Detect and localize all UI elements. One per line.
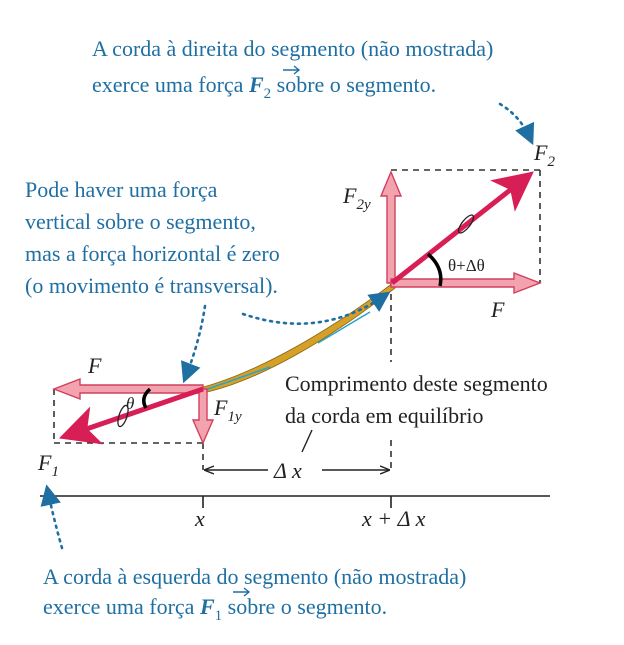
delta-x-label: Δ x — [274, 458, 302, 483]
bottom-note-leader-arrow — [48, 492, 62, 548]
theta-left-label: θ — [126, 394, 135, 413]
bottom-note-line2: exerce uma força $F_1$ sobre o segmento. — [43, 594, 388, 624]
theta-right-label: θ+Δθ — [448, 256, 485, 275]
F-left-label: F — [88, 353, 102, 378]
top-note-leader-arrow — [500, 104, 530, 138]
bottom-note-line1: A corda à esquerda do segmento (não mostrada) — [43, 564, 467, 589]
segment-note-line2: da corda em equilíbrio — [285, 403, 484, 428]
tangent-line-left — [205, 367, 270, 390]
tangent-line — [318, 312, 370, 343]
left-note-line1: Pode haver uma força — [25, 177, 218, 202]
F2y-label: $F_{2y}$ — [343, 183, 371, 213]
F-right-component-arrow — [391, 273, 540, 293]
F2y-component-arrow — [381, 172, 401, 283]
axis-x-dx-label: x + Δ x — [362, 506, 426, 531]
axis-x-label: x — [195, 506, 205, 531]
segment-note-pointer — [302, 430, 312, 452]
F1-force-arrow — [66, 389, 203, 436]
F1-label: $F_1$ — [38, 450, 59, 480]
left-note-line4: (o movimento é transversal). — [25, 273, 278, 298]
top-note-line2: exerce uma força $F_2$ sobre o segmento. — [92, 72, 437, 102]
F2-label: $F_2$ — [534, 140, 555, 170]
left-note-leader-arrow-down — [186, 306, 205, 376]
segment-note-line1: Comprimento deste segmento — [285, 371, 548, 396]
top-note-line1: A corda à direita do segmento (não mostrada) — [92, 36, 494, 61]
F-right-label: F — [491, 297, 505, 322]
left-note-line3: mas a força horizontal é zero — [25, 241, 280, 266]
F1y-component-arrow — [193, 389, 213, 443]
F1y-label: $F_{1y}$ — [214, 395, 242, 425]
left-note-line2: vertical sobre o segmento, — [25, 209, 256, 234]
